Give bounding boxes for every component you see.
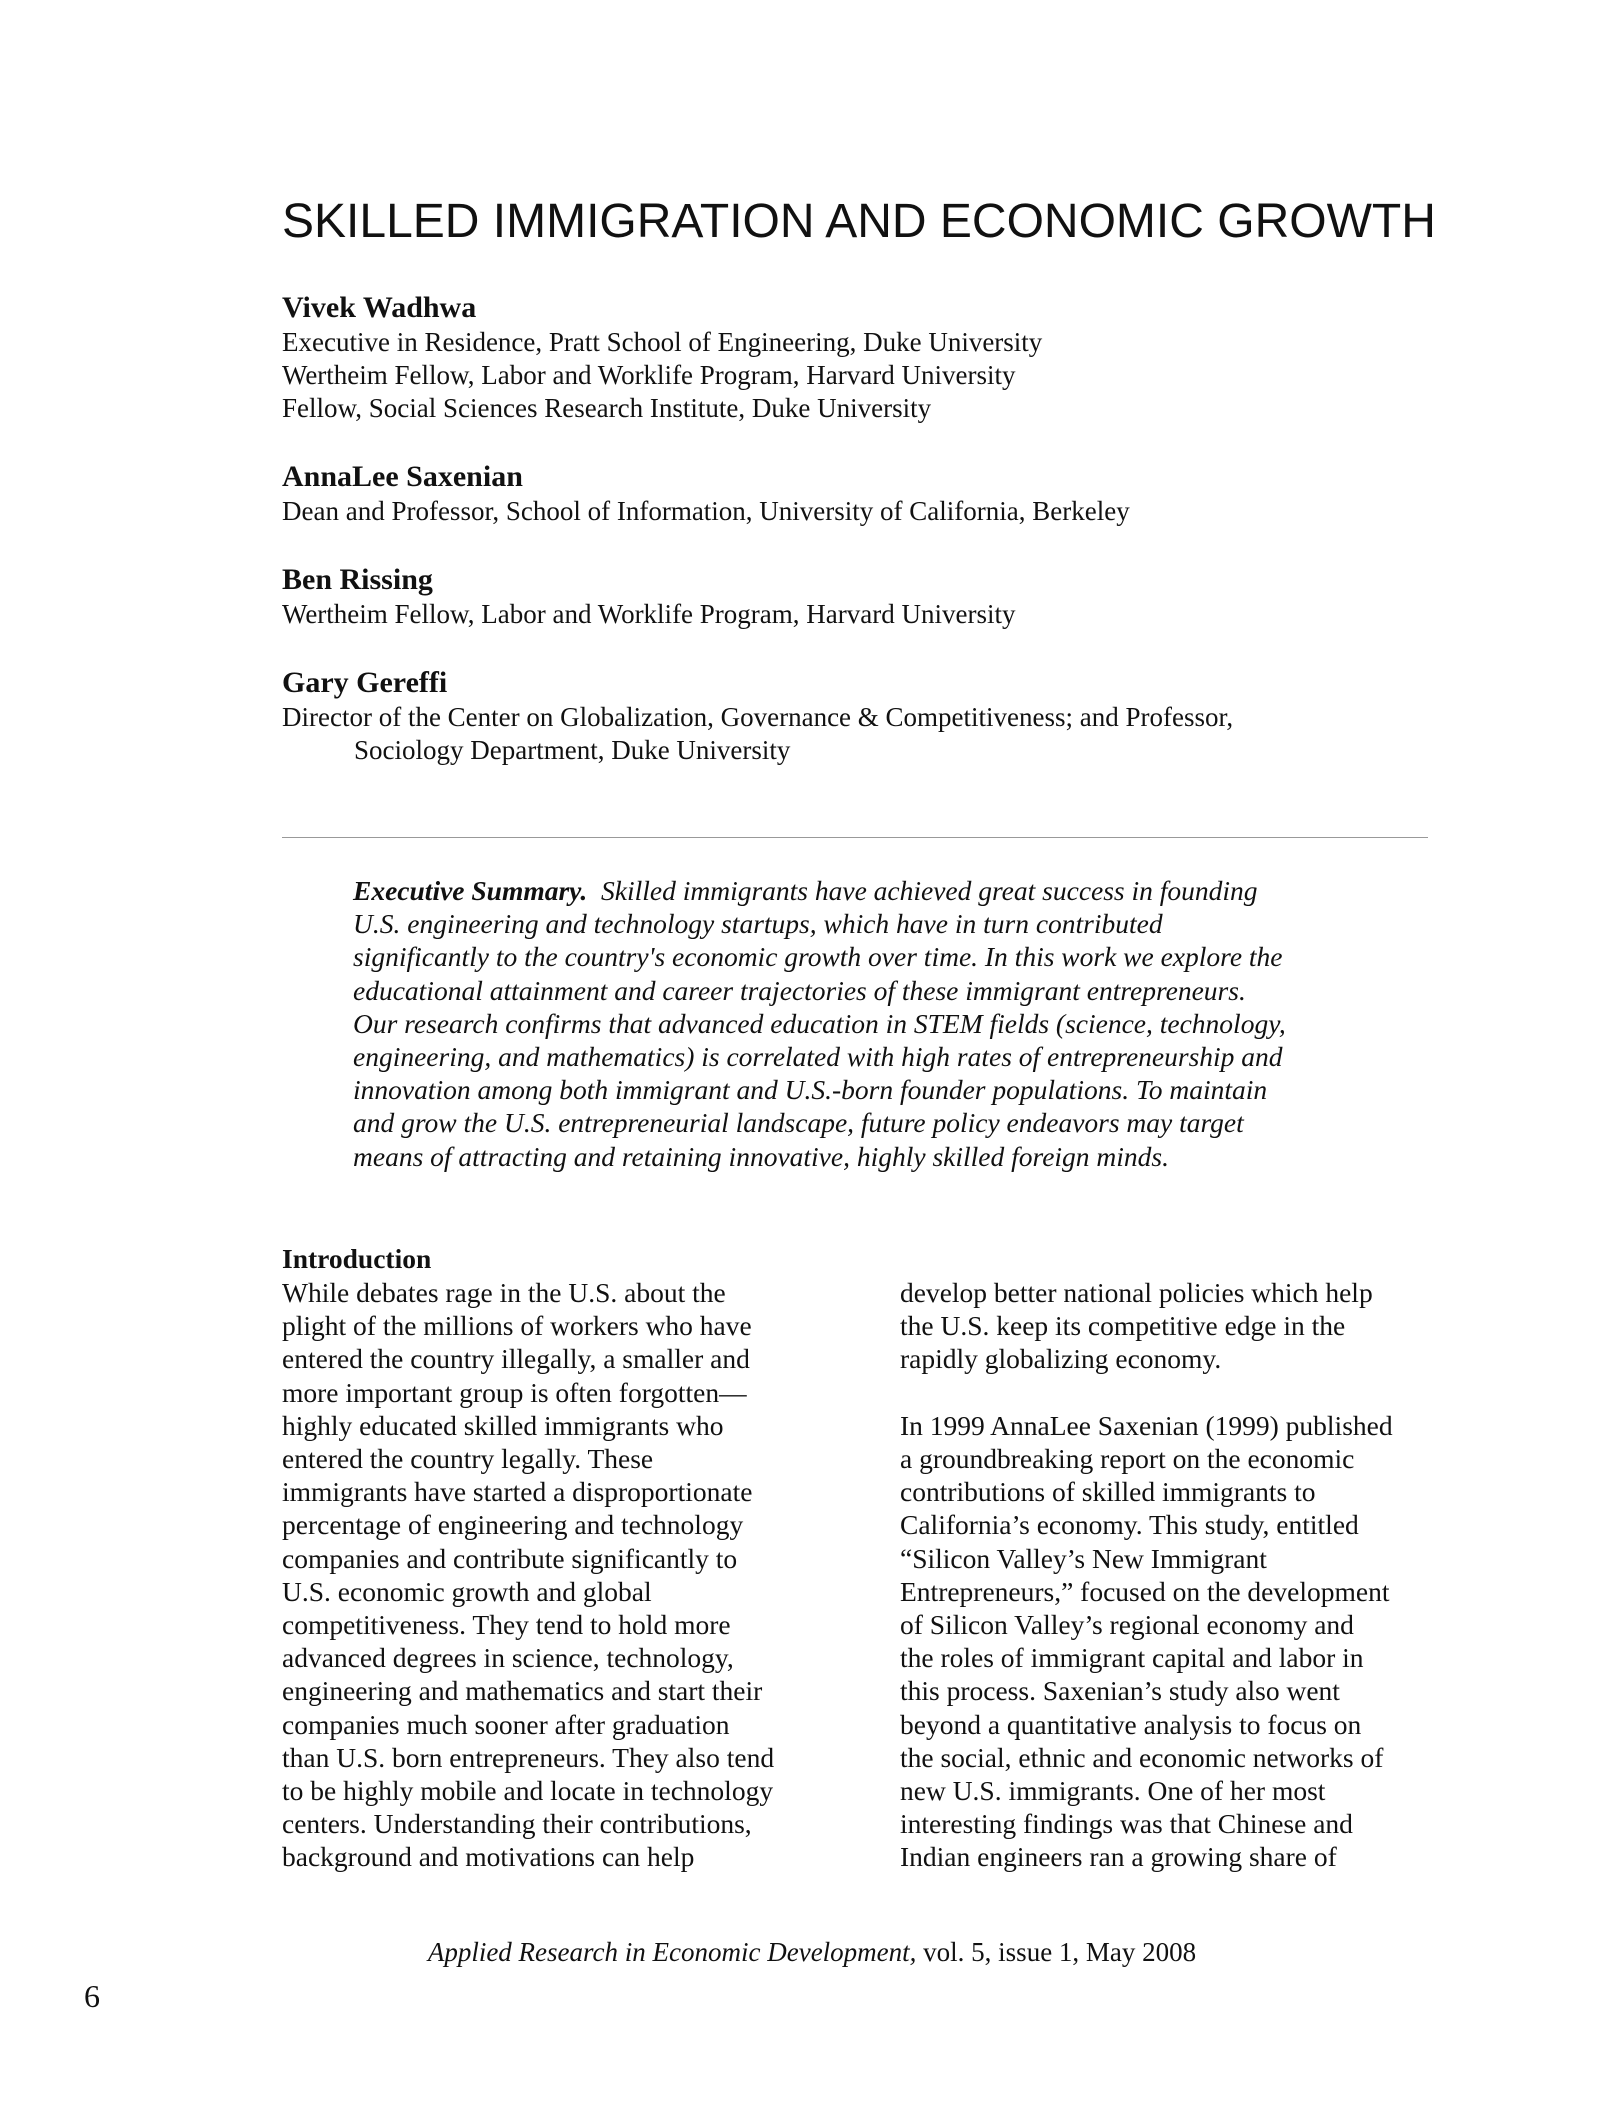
page-title: SKILLED IMMIGRATION AND ECONOMIC GROWTH [282, 195, 1436, 248]
body-line: entered the country illegally, a smaller and [282, 1343, 750, 1375]
summary-line: means of attracting and retaining innovative, highly skilled foreign minds. [353, 1140, 1169, 1172]
body-line: more important group is often forgotten— [282, 1376, 747, 1408]
body-line: a groundbreaking report on the economic [900, 1443, 1355, 1474]
executive-summary [353, 874, 1363, 1173]
body-line: percentage of engineering and technology [282, 1509, 744, 1541]
body-column-left [282, 1242, 842, 1874]
body-line: “Silicon Valley’s New Immigrant [900, 1542, 1267, 1574]
body-line: Indian engineers ran a growing share of [900, 1841, 1337, 1873]
author-block [282, 665, 1442, 767]
author-affiliation: Wertheim Fellow, Labor and Worklife Program, Harvard University [282, 599, 1016, 629]
summary-lead: Executive Summary. [353, 875, 588, 906]
author-affiliation: Sociology Department, Duke University [354, 735, 791, 765]
summary-line: and grow the U.S. entrepreneurial landscape, future policy endeavors may target [353, 1107, 1244, 1139]
author-block [282, 290, 1442, 425]
body-line: of Silicon Valley’s regional economy and [900, 1609, 1354, 1641]
summary-line: significantly to the country's economic growth over time. In this work we explore the [353, 941, 1283, 973]
body-line: the social, ethnic and economic networks of [900, 1741, 1384, 1773]
summary-line: innovation among both immigrant and U.S.-born founder populations. To maintain [353, 1074, 1268, 1106]
author-block [282, 562, 1442, 631]
body-line: new U.S. immigrants. One of her most [900, 1775, 1326, 1807]
body-column-right [900, 1276, 1460, 1874]
body-line: than U.S. born entrepreneurs. They also tend [282, 1741, 775, 1773]
body-line: competitiveness. They tend to hold more [282, 1609, 731, 1641]
body-line: Entrepreneurs,” focused on the development [900, 1575, 1390, 1607]
summary-line: educational attainment and career trajectories of these immigrant entrepreneurs. [353, 974, 1246, 1006]
author-affiliation: Director of the Center on Globalization, Governance & Competitiveness; and Professor, [282, 702, 1234, 732]
body-line: develop better national policies which help [900, 1277, 1373, 1308]
journal-issue: vol. 5, issue 1, May 2008 [916, 1937, 1197, 1967]
author-name: Gary Gereffi [282, 666, 448, 699]
section-divider [282, 837, 1428, 838]
body-line: While debates rage in the U.S. about the [282, 1277, 726, 1308]
body-line: the roles of immigrant capital and labor in [900, 1642, 1364, 1674]
body-line: beyond a quantitative analysis to focus on [900, 1708, 1362, 1740]
body-line: the U.S. keep its competitive edge in the [900, 1310, 1346, 1342]
author-list [282, 290, 1442, 801]
author-affiliation: Wertheim Fellow, Labor and Worklife Program, Harvard University [282, 360, 1016, 390]
body-line: plight of the millions of workers who have [282, 1310, 752, 1342]
section-heading: Introduction [282, 1243, 432, 1274]
author-name: Ben Rissing [282, 563, 433, 596]
body-line: U.S. economic growth and global [282, 1575, 652, 1607]
body-line: highly educated skilled immigrants who [282, 1409, 724, 1441]
body-line: companies and contribute significantly to [282, 1542, 738, 1574]
body-line: rapidly globalizing economy. [900, 1343, 1222, 1375]
journal-name: Applied Research in Economic Development, [427, 1937, 917, 1967]
body-line: to be highly mobile and locate in technology [282, 1775, 774, 1807]
summary-text: Skilled immigrants have achieved great success in founding [601, 875, 1258, 906]
body-line: contributions of skilled immigrants to [900, 1476, 1316, 1508]
body-line: In 1999 AnnaLee Saxenian (1999) published [900, 1409, 1393, 1441]
body-line: interesting findings was that Chinese and [900, 1808, 1353, 1840]
author-affiliation: Executive in Residence, Pratt School of Engineering, Duke University [282, 327, 1043, 357]
author-block [282, 459, 1442, 528]
body-line: centers. Understanding their contributions, [282, 1808, 752, 1840]
summary-line: Our research confirms that advanced education in STEM fields (science, technology, [353, 1007, 1286, 1039]
author-name: Vivek Wadhwa [282, 291, 477, 324]
paragraph-gap [900, 1376, 1460, 1409]
body-line: advanced degrees in science, technology, [282, 1642, 734, 1674]
body-line: entered the country legally. These [282, 1443, 654, 1475]
body-line: immigrants have started a disproportionate [282, 1476, 753, 1508]
body-line: engineering and mathematics and start their [282, 1675, 763, 1707]
body-line: California’s economy. This study, entitled [900, 1509, 1359, 1541]
summary-line [353, 874, 1363, 907]
author-affiliation: Fellow, Social Sciences Research Institute, Duke University [282, 393, 932, 423]
body-line: this process. Saxenian’s study also went [900, 1675, 1340, 1707]
summary-line: engineering, and mathematics) is correlated with high rates of entrepreneurship and [353, 1041, 1283, 1073]
body-line: companies much sooner after graduation [282, 1708, 730, 1740]
summary-line: U.S. engineering and technology startups, which have in turn contributed [353, 908, 1163, 940]
page-number: 6 [84, 1978, 100, 2014]
author-name: AnnaLee Saxenian [282, 460, 523, 493]
body-line: background and motivations can help [282, 1841, 695, 1873]
author-affiliation: Dean and Professor, School of Information, University of California, Berkeley [282, 496, 1130, 526]
journal-footer [0, 1936, 1624, 1968]
